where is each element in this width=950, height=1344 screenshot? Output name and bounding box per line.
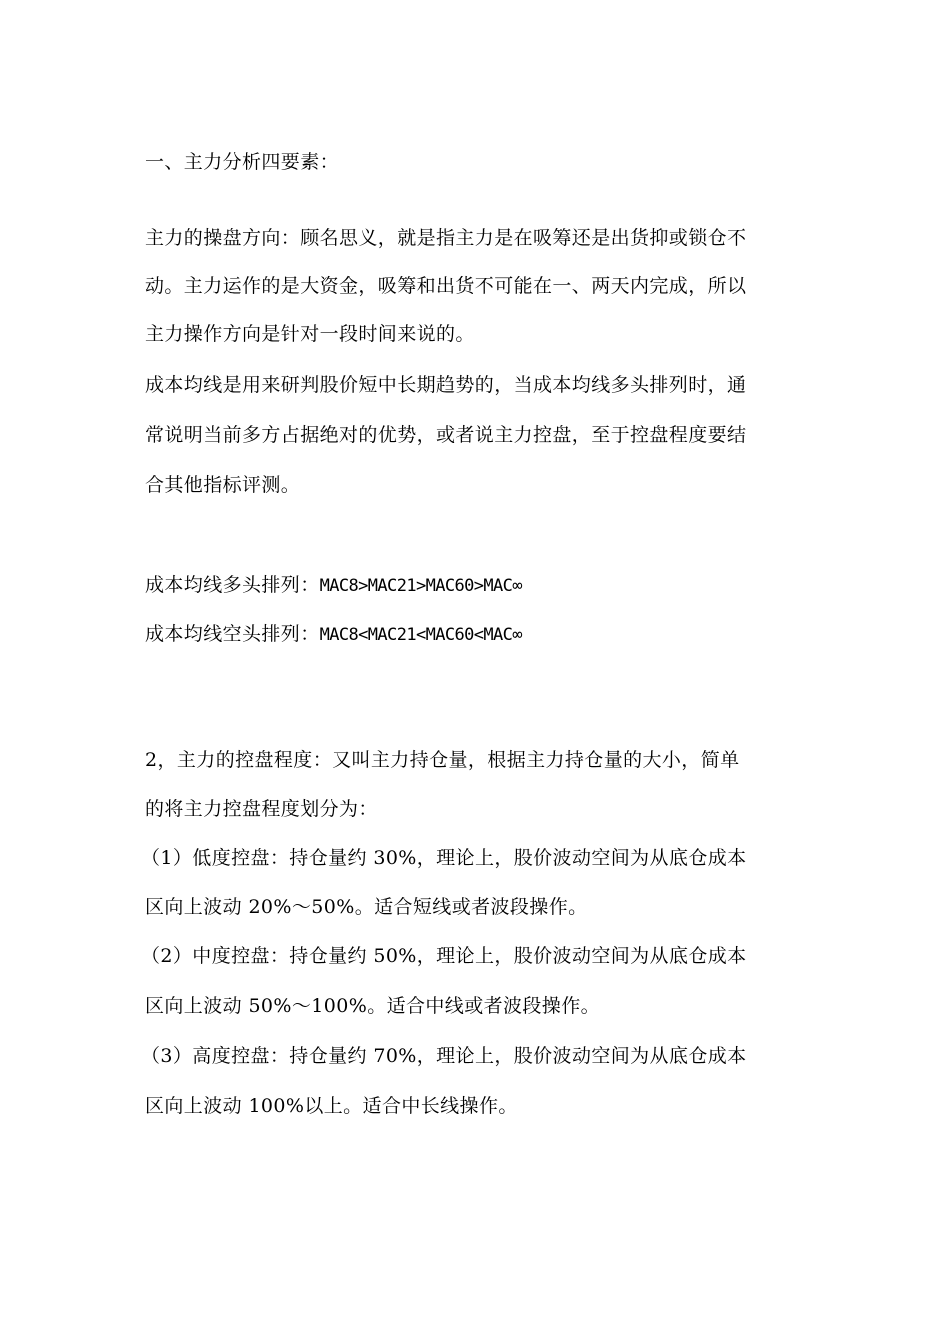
list-item-line: （2）中度控盘：持仓量约 50%，理论上，股价波动空间为从底仓成本 <box>141 945 747 967</box>
paragraph-line: 成本均线是用来研判股价短中长期趋势的，当成本均线多头排列时，通 <box>145 374 747 396</box>
bear-formula: MAC8<MAC21<MAC60<MAC∞ <box>319 625 522 645</box>
list-item-line: 区向上波动 20%～50%。适合短线或者波段操作。 <box>145 896 588 918</box>
bull-formula: MAC8>MAC21>MAC60>MAC∞ <box>319 576 522 596</box>
paragraph-line: 的将主力控盘程度划分为： <box>145 798 378 820</box>
bull-arrangement <box>145 573 810 598</box>
paragraph-line: 主力的操盘方向：顾名思义，就是指主力是在吸筹还是出货抑或锁仓不 <box>145 227 747 249</box>
bear-arrangement <box>145 622 810 647</box>
bull-label: 成本均线多头排列： <box>145 574 320 596</box>
list-item-line: 区向上波动 100%以上。适合中长线操作。 <box>145 1095 518 1117</box>
bear-label: 成本均线空头排列： <box>145 623 320 645</box>
list-item-line: （3）高度控盘：持仓量约 70%，理论上，股价波动空间为从底仓成本 <box>141 1045 747 1067</box>
paragraph-line: 主力操作方向是针对一段时间来说的。 <box>145 323 475 345</box>
paragraph-line: 动。主力运作的是大资金，吸筹和出货不可能在一、两天内完成，所以 <box>145 275 747 297</box>
paragraph-line: 合其他指标评测。 <box>145 474 301 496</box>
list-item-line: （1）低度控盘：持仓量约 30%，理论上，股价波动空间为从底仓成本 <box>141 847 747 869</box>
list-item-line: 区向上波动 50%～100%。适合中线或者波段操作。 <box>145 995 600 1017</box>
paragraph-line: 常说明当前多方占据绝对的优势，或者说主力控盘，至于控盘程度要结 <box>145 424 747 446</box>
section-heading: 一、主力分析四要素： <box>145 151 340 173</box>
paragraph-line: 2，主力的控盘程度：又叫主力持仓量，根据主力持仓量的大小，简单 <box>145 749 740 771</box>
